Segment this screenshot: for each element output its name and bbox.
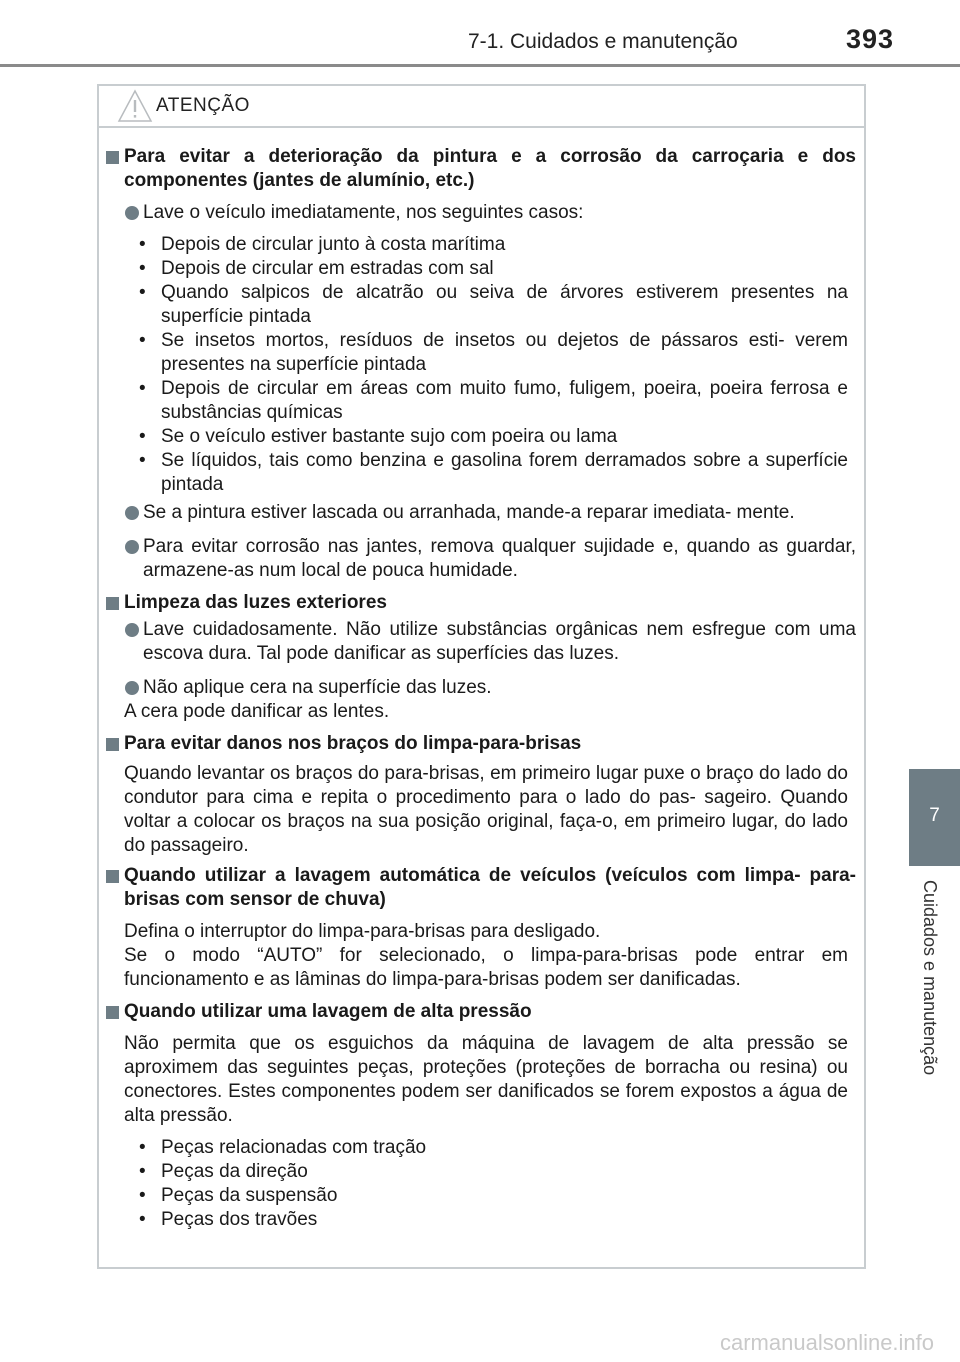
list-item: • Depois de circular em áreas com muito fumo, fuligem, poeira, poeira ferrosa e substâncias químicas (139, 378, 848, 423)
list-item: • Peças da suspensão (139, 1185, 338, 1206)
list-item: • Se insetos mortos, resíduos de insetos ou dejetos de pássaros esti- verem presentes na superfície pintada (139, 330, 848, 375)
section-high-pressure (99, 1000, 864, 1024)
circle-item (99, 618, 864, 666)
header-divider (0, 64, 960, 67)
list-item: • Peças da direção (139, 1161, 308, 1182)
warning-box (97, 84, 866, 1269)
warning-triangle-icon (117, 89, 153, 123)
list-item: • Quando salpicos de alcatrão ou seiva de árvores estiverem presentes na superfície pintada (139, 282, 848, 327)
bullet-list (99, 233, 864, 497)
section-heading: Quando utilizar uma lavagem de alta pressão (124, 1001, 532, 1022)
page-number: 393 (846, 24, 895, 54)
warning-content (99, 145, 864, 1232)
section-car-wash (99, 864, 864, 912)
item-text: Para evitar corrosão nas jantes, remova qualquer sujidade e, quando as guardar, armazene-as num local de pouca humidade. (143, 536, 856, 581)
section-title: 7-1. Cuidados e manutenção (468, 30, 738, 53)
list-item: • Se líquidos, tais como benzina e gasolina forem derramados sobre a superfície pintada (139, 450, 848, 495)
circle-bullet-icon (125, 681, 139, 695)
section-heading: Para evitar a deterioração da pintura e a corrosão da carroçaria e dos componentes (jantes de alumínio, etc.) (124, 146, 856, 191)
circle-item (99, 201, 864, 225)
warning-header (99, 86, 864, 128)
item-text: Não aplique cera na superfície das luzes. (143, 677, 492, 698)
chapter-tab (909, 769, 960, 866)
circle-bullet-icon (125, 623, 139, 637)
list-item: • Depois de circular em estradas com sal (139, 258, 494, 279)
list-item: • Peças dos travões (139, 1209, 318, 1230)
section-heading: Limpeza das luzes exteriores (124, 592, 387, 613)
list-item: • Se o veículo estiver bastante sujo com poeira ou lama (139, 426, 618, 447)
chapter-label: Cuidados e manutenção (920, 880, 940, 1076)
paragraph: Se o modo “AUTO” for selecionado, o limpa-para-brisas pode entrar em funcionamento e as lâminas do limpa-para-brisas podem ser danificadas. (124, 945, 848, 990)
circle-item (99, 535, 864, 583)
section-lights (99, 591, 864, 615)
watermark: carmanualsonline.info (720, 1330, 935, 1355)
square-bullet-icon (106, 738, 119, 751)
paragraph: Quando levantar os braços do para-brisas, em primeiro lugar puxe o braço do lado do condutor para cima e repita o procedimento para o lado do pas- sageiro. Quando voltar a colocar os braços na sua posição original, faça-o, em primeiro lugar, do lado do passageiro. (124, 763, 848, 856)
list-item: • Depois de circular junto à costa marítima (139, 234, 506, 255)
circle-bullet-icon (125, 506, 139, 520)
circle-item (99, 676, 864, 724)
section-heading: Quando utilizar a lavagem automática de veículos (veículos com limpa- para-brisas com sensor de chuva) (124, 865, 856, 910)
list-item: • Peças relacionadas com tração (139, 1137, 427, 1158)
warning-label: ATENÇÃO (156, 95, 250, 116)
item-text: Se a pintura estiver lascada ou arranhada, mande-a reparar imediata- mente. (143, 502, 795, 523)
circle-bullet-icon (125, 206, 139, 220)
bullet-list (99, 1136, 864, 1232)
item-text: Lave cuidadosamente. Não utilize substâncias orgânicas nem esfregue com uma escova dura. Tal pode danificar as superfícies das luzes. (143, 619, 856, 664)
section-paint (99, 145, 864, 193)
square-bullet-icon (106, 870, 119, 883)
square-bullet-icon (106, 597, 119, 610)
item-text: Lave o veículo imediatamente, nos seguintes casos: (143, 202, 584, 223)
item-text: A cera pode danificar as lentes. (124, 701, 390, 722)
circle-bullet-icon (125, 540, 139, 554)
circle-item (99, 501, 864, 525)
chapter-number: 7 (929, 805, 940, 826)
paragraph: Defina o interruptor do limpa-para-brisas para desligado. (124, 921, 601, 942)
square-bullet-icon (106, 1006, 119, 1019)
paragraph: Não permita que os esguichos da máquina de lavagem de alta pressão se aproximem das seguintes peças, proteções (proteções de borracha ou resina) ou conectores. Estes componentes podem ser danificados se forem expostos a água de alta pressão. (124, 1033, 848, 1126)
square-bullet-icon (106, 151, 119, 164)
section-wiper (99, 732, 864, 756)
section-heading: Para evitar danos nos braços do limpa-para-brisas (124, 733, 582, 754)
